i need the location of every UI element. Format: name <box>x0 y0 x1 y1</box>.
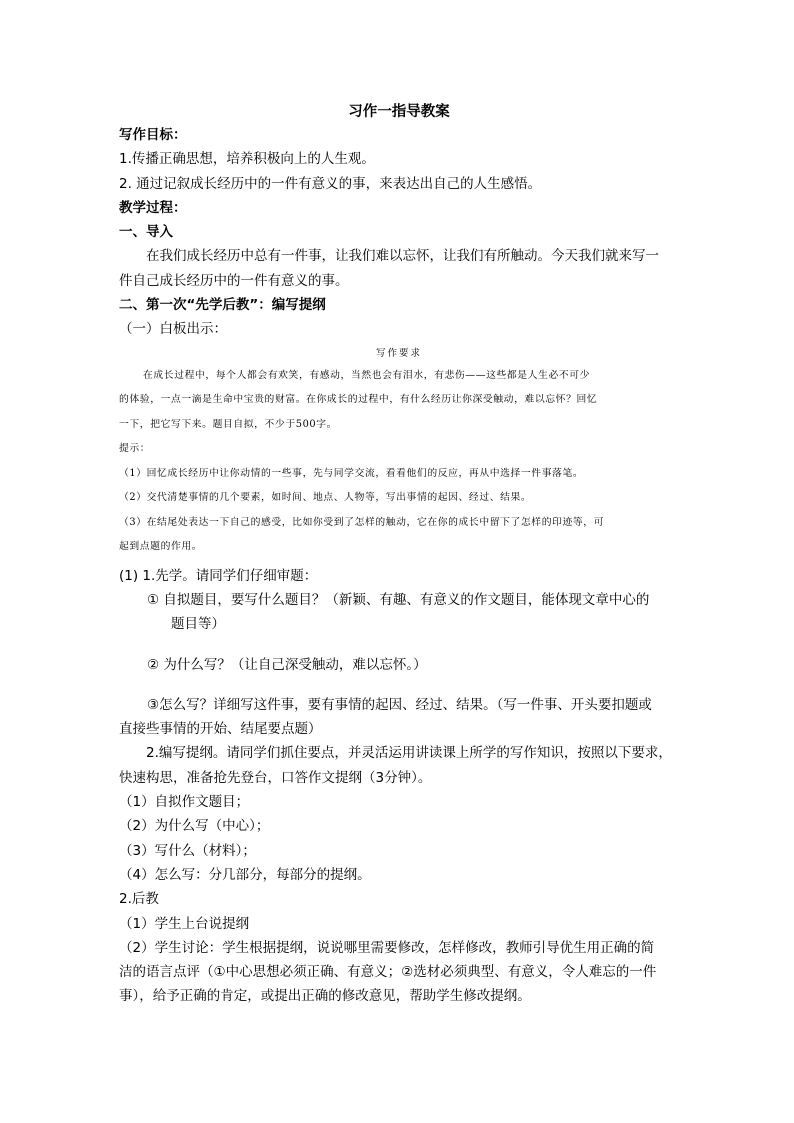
document-body <box>119 100 679 1009</box>
intro-paragraph-line-2: 件自己成长经历中的一件有意义的事。 <box>119 272 349 289</box>
outline-item-2: （2）为什么写（中心）； <box>119 818 270 835</box>
question-3-line-2: 直接些事情的开始、结尾要点题） <box>119 721 322 738</box>
whiteboard-label: （一）白板出示： <box>119 321 227 338</box>
question-1-line-1: ① 自拟题目，要写什么题目？（新颖、有趣、有意义的作文题目，能体现文章中心的 <box>147 591 650 608</box>
spacer <box>119 637 679 653</box>
process-heading: 教学过程： <box>119 199 187 216</box>
after-heading: 2.后教 <box>119 891 159 908</box>
requirements-line-1: 在成长过程中，每个人都会有欢笑，有感动，当然也会有泪水，有悲伤——这些都是人生必不可少 <box>143 369 591 381</box>
document-title: 习作一指导教案 <box>348 104 450 120</box>
writing-requirements-block <box>119 344 679 560</box>
spacer <box>119 677 679 693</box>
step-1-line: (1) 1.先学。请同学们仔细审题： <box>119 567 318 584</box>
goal-1: 1.传播正确思想，培养积极向上的人生观。 <box>119 151 375 168</box>
requirements-line-2: 的体验，一点一滴是生命中宝贵的财富。在你成长的过程中，有什么经历让你深受触动，难以忘怀？回忆 <box>119 394 598 406</box>
outline-line-2: 快速构思，准备抢先登台，口答作文提纲（3分钟）。 <box>119 769 432 786</box>
tip-2: （2）交代清楚事情的几个要素，如时间、地点、人物等，写出事情的起因、经过、结果。 <box>119 492 532 504</box>
requirements-line-3: 一下，把它写下来。题目自拟，不少于500字。 <box>119 418 338 430</box>
tip-3-line-2: 起到点题的作用。 <box>119 541 203 553</box>
tip-3-line-1: （3）在结尾处表达一下自己的感受，比如你受到了怎样的触动，它在你的成长中留下了怎样的印迹等，可 <box>119 516 605 528</box>
requirements-title: 写作要求 <box>375 347 422 359</box>
after-item-2-line-2: 洁的语言点评（①中心思想必须正确、有意义；②选材必须典型、有意义，令人难忘的一件 <box>119 964 657 981</box>
tips-label: 提示： <box>119 443 151 455</box>
intro-paragraph-line-1: 在我们成长经历中总有一件事，让我们难以忘怀，让我们有所触动。今天我们就来写一 <box>146 248 659 265</box>
question-1-line-2: 题目等） <box>171 616 225 633</box>
goals-heading: 写作目标： <box>119 127 187 143</box>
outline-item-4: （4）怎么写：分几部分，每部分的提纲。 <box>119 866 371 883</box>
section-2-heading: 二、第一次“先学后教”：编写提纲 <box>119 297 326 314</box>
after-item-2-line-3: 事），给予正确的肯定，或提出正确的修改意见，帮助学生修改提纲。 <box>119 988 531 1005</box>
section-1-heading: 一、导入 <box>119 224 173 241</box>
question-2-line: ② 为什么写？（让自己深受触动，难以忘怀。） <box>147 656 427 673</box>
outline-item-3: （3）写什么（材料）； <box>119 842 256 859</box>
outline-item-1: （1）自拟作文题目； <box>119 794 250 811</box>
outline-line-1: 2.编写提纲。请同学们抓住要点，并灵活运用讲读课上所学的写作知识，按照以下要求， <box>146 745 672 762</box>
after-item-1: （1）学生上台说提纲 <box>119 915 250 932</box>
question-3-line-1: ③怎么写？详细写这件事，要有事情的起因、经过、结果。（写一件事、开头要扣题或 <box>147 696 652 713</box>
after-item-2-line-1: （2）学生讨论：学生根据提纲，说说哪里需要修改，怎样修改，教师引导优生用正确的简 <box>119 939 655 956</box>
tip-1: （1）回忆成长经历中让你动情的一些事，先与同学交流，看看他们的反应，再从中选择一件事落笔。 <box>119 467 584 479</box>
goal-2: 2. 通过记叙成长经历中的一件有意义的事，来表达出自己的人生感悟。 <box>119 175 542 192</box>
